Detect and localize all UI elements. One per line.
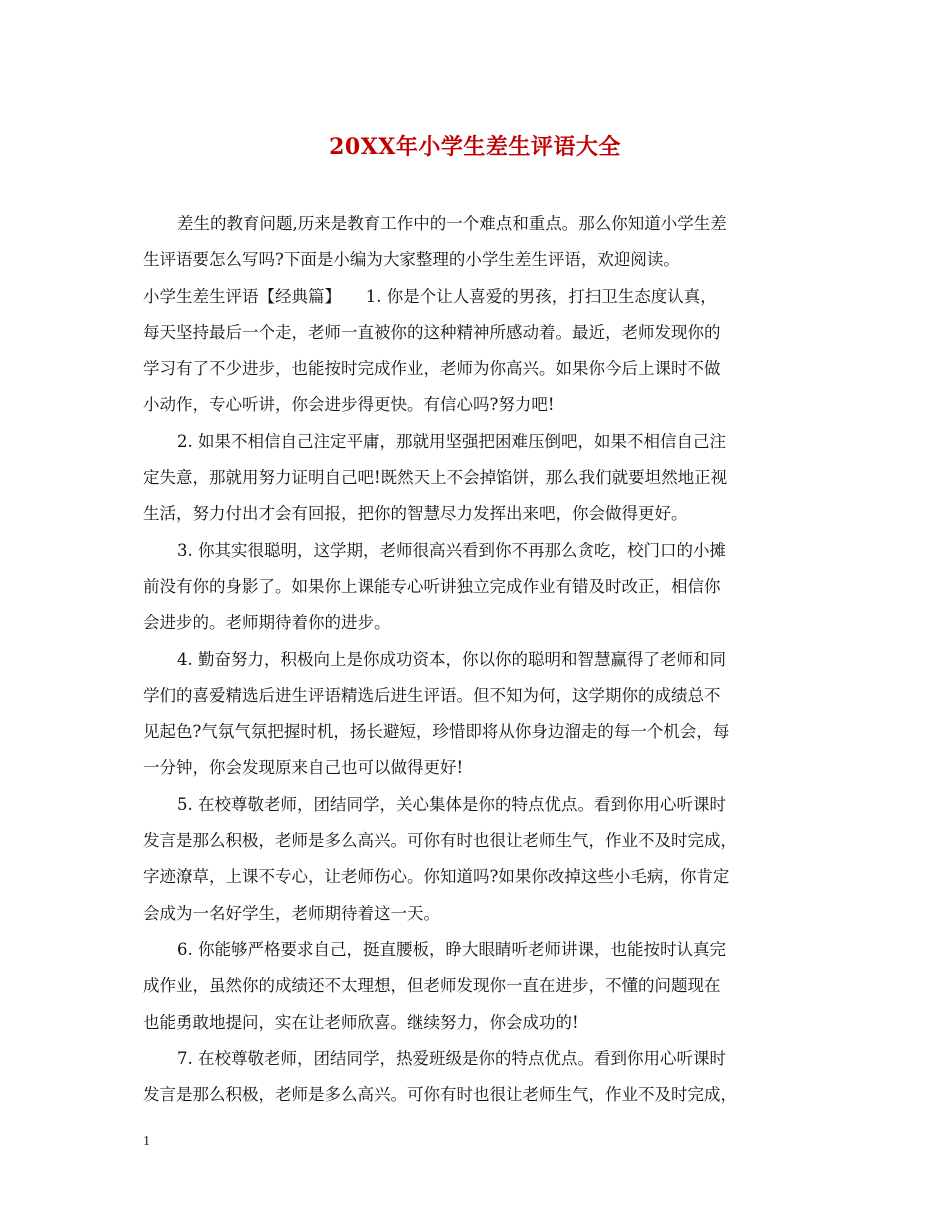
text-line: 3. 你其实很聪明，这学期，老师很高兴看到你不再那么贪吃，校门口的小摊 [177, 540, 726, 560]
text-line: 学们的喜爱精选后进生评语精选后进生评语。但不知为何，这学期你的成绩总不 [143, 685, 721, 705]
document-body [143, 206, 811, 1113]
text-line: 生评语要怎么写吗?下面是小编为大家整理的小学生差生评语，欢迎阅读。 [143, 250, 680, 270]
text-line: 发言是那么积极，老师是多么高兴。可你有时也很让老师生气，作业不及时完成， [143, 1085, 737, 1105]
text-line: 5. 在校尊敬老师，团结同学，关心集体是你的特点优点。看到你用心听课时 [177, 794, 726, 814]
text-line: 6. 你能够严格要求自己，挺直腰板，睁大眼睛听老师讲课，也能按时认真完 [177, 939, 726, 959]
text-line: 学习有了不少进步，也能按时完成作业，老师为你高兴。如果你今后上课时不做 [143, 359, 721, 379]
text-line: 也能勇敢地提问，实在让老师欣喜。继续努力，你会成功的! [143, 1012, 579, 1032]
text-line: 生活，努力付出才会有回报，把你的智慧尽力发挥出来吧，你会做得更好。 [143, 504, 688, 524]
text-line: 定失意，那就用努力证明自己吧!既然天上不会掉馅饼，那么我们就要坦然地正视 [143, 468, 728, 488]
text-line: 7. 在校尊敬老师，团结同学，热爱班级是你的特点优点。看到你用心听课时 [177, 1048, 726, 1068]
text-line: 差生的教育问题,历来是教育工作中的一个难点和重点。那么你知道小学生差 [177, 214, 727, 233]
text-line: 前没有你的身影了。如果你上课能专心听讲独立完成作业有错及时改正，相信你 [143, 576, 721, 596]
text-line: 成作业，虽然你的成绩还不太理想，但老师发现你一直在进步，不懂的问题现在 [143, 976, 721, 996]
text-line: 见起色?气氛气氛把握时机，扬长避短，珍惜即将从你身边溜走的每一个机会，每 [143, 722, 730, 742]
text-line: 4. 勤奋努力，积极向上是你成功资本，你以你的聪明和智慧赢得了老师和同 [177, 649, 726, 669]
text-line: 会进步的。老师期待着你的进步。 [143, 613, 391, 633]
text-line: 小动作，专心听讲，你会进步得更快。有信心吗?努力吧! [143, 395, 555, 415]
text-line: 会成为一名好学生，老师期待着这一天。 [143, 903, 440, 923]
text-line: 字迹潦草，上课不专心，让老师伤心。你知道吗?如果你改掉这些小毛病，你肯定 [143, 867, 730, 887]
document-title: 20XX年小学生差生评语大全 [329, 134, 621, 160]
page-number: 1 [143, 1134, 150, 1149]
text-line: 小学生差生评语【经典篇】 1. 你是个让人喜爱的男孩，打扫卫生态度认真， [143, 286, 717, 306]
text-line: 2. 如果不相信自己注定平庸，那就用坚强把困难压倒吧，如果不相信自己注 [177, 431, 726, 451]
text-line: 一分钟，你会发现原来自己也可以做得更好! [143, 758, 464, 778]
text-line: 发言是那么积极，老师是多么高兴。可你有时也很让老师生气，作业不及时完成， [143, 831, 737, 851]
text-line: 每天坚持最后一个走，老师一直被你的这种精神所感动着。最近，老师发现你的 [143, 322, 721, 342]
